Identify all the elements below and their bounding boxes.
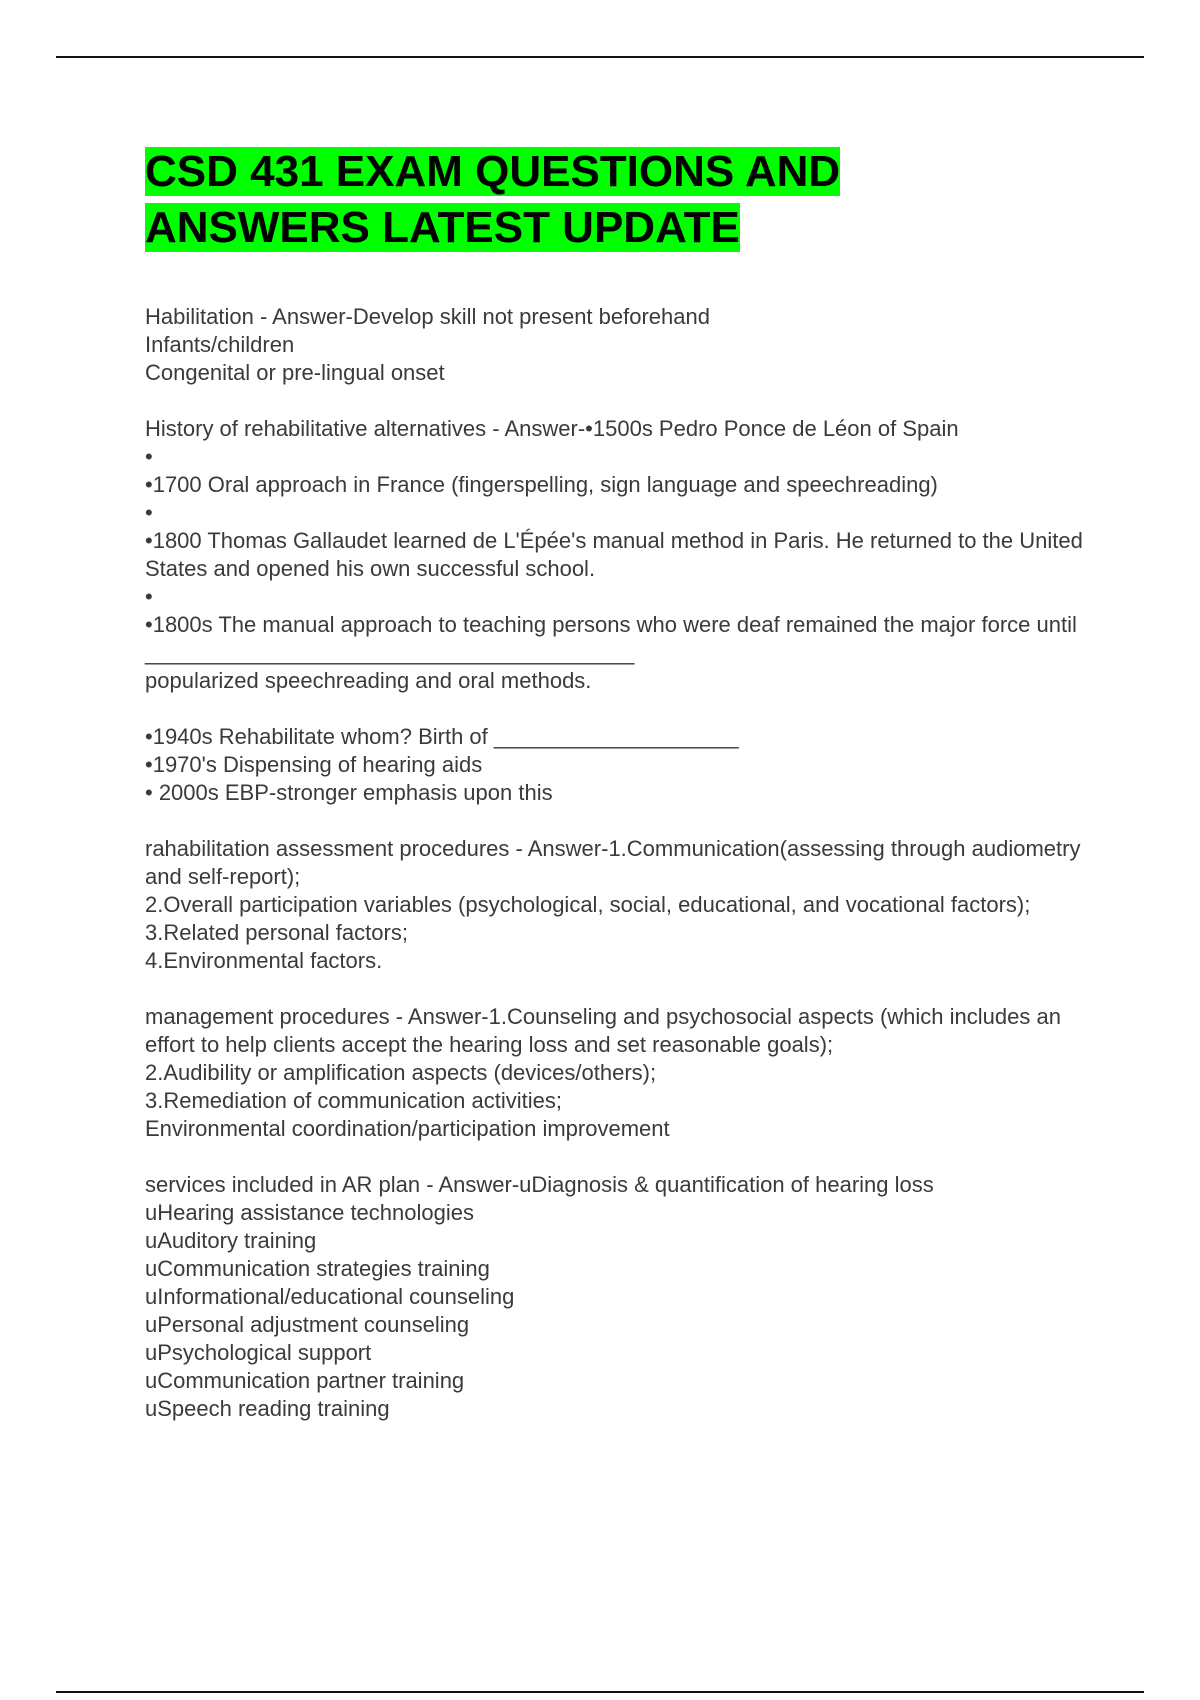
qa-answer-line: •1940s Rehabilitate whom? Birth of ____________________ bbox=[145, 724, 739, 749]
title-highlight: CSD 431 EXAM QUESTIONS AND ANSWERS LATEST UPDATE bbox=[145, 147, 841, 252]
qa-answer-line: •1800 Thomas Gallaudet learned de L'Épée's manual method in Paris. He returned to the United States and opened his own successful school. bbox=[145, 528, 1089, 581]
qa-answer-line: uInformational/educational counseling bbox=[145, 1284, 515, 1309]
qa-question-line: management procedures - Answer-1.Counseling and psychosocial aspects (which includes an effort to help clients accept the hearing loss and set reasonable goals); bbox=[145, 1004, 1068, 1057]
qa-answer-line: Environmental coordination/participation improvement bbox=[145, 1116, 670, 1141]
qa-answer-line: Infants/children bbox=[145, 332, 295, 357]
document-body bbox=[145, 303, 1089, 1423]
document-title bbox=[145, 144, 1065, 256]
qa-answer-line bbox=[145, 695, 1085, 723]
entry-spacer bbox=[145, 975, 1085, 1003]
qa-answer-line: •1800s The manual approach to teaching persons who were deaf remained the major force until ________________________________________ bbox=[145, 612, 1083, 665]
qa-answer-line: uCommunication strategies training bbox=[145, 1256, 490, 1281]
footer-rule bbox=[56, 1691, 1144, 1693]
qa-answer-line: uPersonal adjustment counseling bbox=[145, 1312, 470, 1337]
qa-answer-line: 4.Environmental factors. bbox=[145, 948, 383, 973]
qa-answer-line: • bbox=[145, 444, 153, 469]
entry-spacer bbox=[145, 807, 1085, 835]
qa-answer-line: uPsychological support bbox=[145, 1340, 372, 1365]
qa-entry bbox=[145, 1003, 1085, 1143]
qa-question-line: Habilitation - Answer-Develop skill not present beforehand bbox=[145, 304, 710, 329]
qa-answer-line: 2.Audibility or amplification aspects (devices/others); bbox=[145, 1060, 657, 1085]
qa-answer-line: uAuditory training bbox=[145, 1228, 317, 1253]
qa-entry bbox=[145, 303, 1085, 387]
qa-answer-line: uHearing assistance technologies bbox=[145, 1200, 474, 1225]
qa-answer-line: • bbox=[145, 584, 153, 609]
qa-answer-line: •1970's Dispensing of hearing aids bbox=[145, 752, 483, 777]
qa-entry bbox=[145, 415, 1089, 807]
qa-answer-line: • bbox=[145, 500, 153, 525]
qa-answer-line: popularized speechreading and oral methods. bbox=[145, 668, 592, 693]
qa-answer-line: uSpeech reading training bbox=[145, 1396, 390, 1421]
qa-question-line: rahabilitation assessment procedures - Answer-1.Communication(assessing through audiometry and self-report); bbox=[145, 836, 1087, 889]
qa-answer-line: •1700 Oral approach in France (fingerspelling, sign language and speechreading) bbox=[145, 472, 938, 497]
qa-question-line: services included in AR plan - Answer-uDiagnosis & quantification of hearing loss bbox=[145, 1172, 934, 1197]
qa-question-line: History of rehabilitative alternatives - Answer-•1500s Pedro Ponce de Léon of Spain bbox=[145, 416, 959, 441]
entry-spacer bbox=[145, 1143, 1085, 1171]
entry-spacer bbox=[145, 387, 1085, 415]
qa-answer-line: Congenital or pre-lingual onset bbox=[145, 360, 445, 385]
qa-answer-line: 2.Overall participation variables (psychological, social, educational, and vocational factors); bbox=[145, 892, 1031, 917]
qa-entry bbox=[145, 1171, 1085, 1423]
qa-answer-line: uCommunication partner training bbox=[145, 1368, 465, 1393]
header-rule bbox=[56, 56, 1144, 58]
qa-entry bbox=[145, 835, 1085, 975]
qa-answer-line: 3.Remediation of communication activities; bbox=[145, 1088, 562, 1113]
qa-answer-line: • 2000s EBP-stronger emphasis upon this bbox=[145, 780, 553, 805]
qa-answer-line: 3.Related personal factors; bbox=[145, 920, 408, 945]
